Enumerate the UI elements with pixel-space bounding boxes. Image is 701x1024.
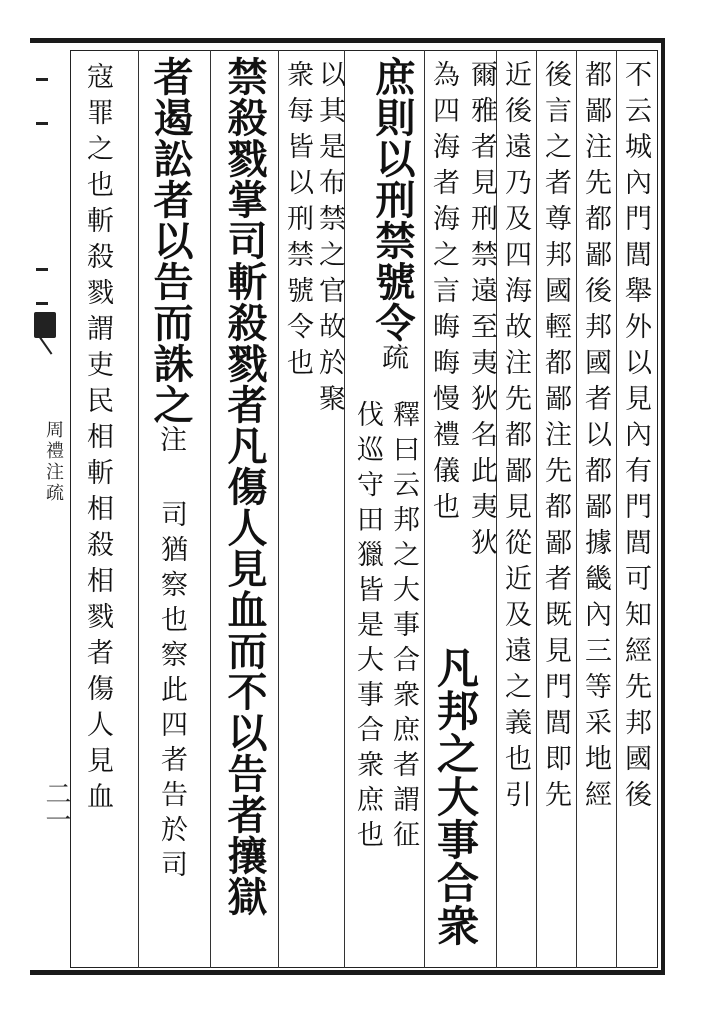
margin-tick xyxy=(36,268,48,271)
commentary-column: 衆每皆以刑禁號令也 xyxy=(282,60,313,384)
classic-text: 者遏訟者以告而誅之 xyxy=(147,56,194,425)
commentary-column: 都鄙注先都鄙後邦國者以都鄙據畿內三等采地經 xyxy=(580,60,611,816)
column-rule xyxy=(424,50,425,968)
commentary-column: 爾雅者見刑禁遠至夷狄名此夷狄 xyxy=(466,60,497,564)
margin-tick xyxy=(36,302,48,305)
page-number: 二一 xyxy=(41,780,71,832)
classic-text-column: 凡邦之大事合衆 xyxy=(431,646,480,947)
column-rule xyxy=(210,50,211,968)
column-rule xyxy=(278,50,279,968)
margin-tick xyxy=(36,78,48,81)
commentary-column: 伐巡守田獵皆是大事合衆庶也 xyxy=(352,400,383,855)
commentary-marker: 疏 xyxy=(377,343,408,371)
classic-text-column xyxy=(147,56,194,453)
commentary-column: 以其是布禁之官故於聚 xyxy=(314,60,345,420)
commentary-column: 釋曰云邦之大事合衆庶者謂征 xyxy=(388,400,419,855)
column-rule xyxy=(576,50,577,968)
column-rule xyxy=(138,50,139,968)
classic-text-column xyxy=(369,56,416,371)
fishtail-emblem-icon xyxy=(34,312,56,338)
commentary-column: 不云城內門閭舉外以見內有門閭可知經先邦國後 xyxy=(620,60,651,816)
margin-tick xyxy=(36,122,48,125)
commentary-marker: 注 xyxy=(155,425,186,453)
commentary-column: 近後遠乃及四海故注先都鄙見從近及遠之義也引 xyxy=(500,60,531,816)
commentary-column: 寇罪之也斬殺戮謂吏民相斬相殺相戮者傷人見血 xyxy=(82,62,113,818)
commentary-column: 司猶察也察此四者告於司 xyxy=(156,500,187,885)
column-rule xyxy=(536,50,537,968)
book-title: 周禮注疏 xyxy=(43,420,64,504)
classic-text: 庶則以刑禁號令 xyxy=(369,56,416,343)
fore-edge-margin xyxy=(30,38,70,975)
column-rule xyxy=(616,50,617,968)
classic-text-column: 禁殺戮掌司斬殺戮者凡傷人見血而不以告者攘獄 xyxy=(221,56,268,917)
commentary-column: 後言之者尊邦國輕都鄙注先都鄙者既見門閭即先 xyxy=(540,60,571,816)
commentary-column: 為四海者海之言晦晦慢禮儀也 xyxy=(428,60,459,528)
